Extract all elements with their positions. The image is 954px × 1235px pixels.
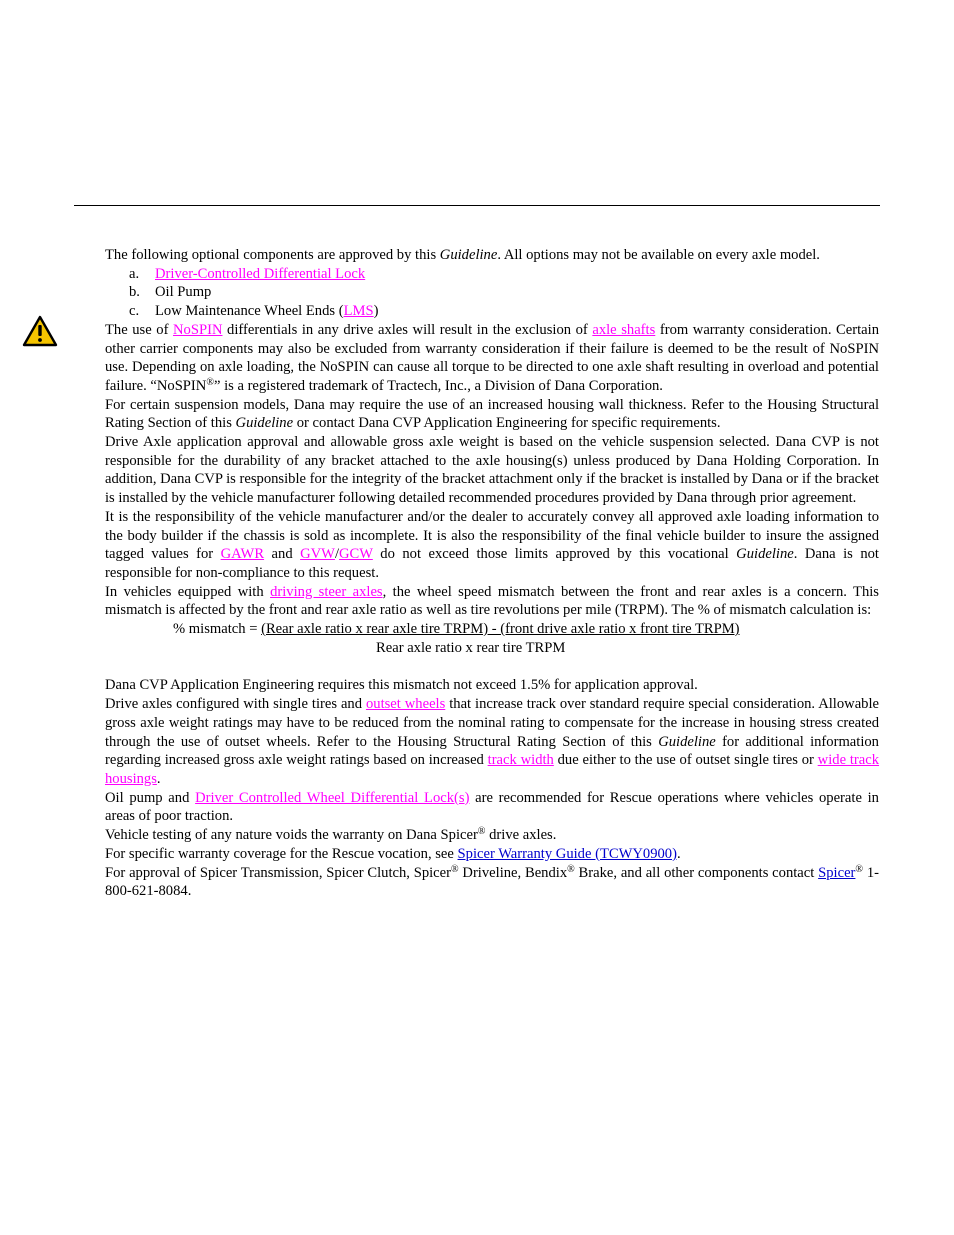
wheel-ends-tail: ) — [373, 303, 379, 320]
single-tires-text: that increase track over standard require special consideration. Allowable gross axle weight ratings may have to be reduced from the nominal rating to compensate for the increase in housing stress created through the use of outset wheels. Refer to the Housing Structural Rating Section of this — [105, 696, 880, 750]
mismatch-text: In vehicles equipped with — [105, 583, 271, 600]
driving-steer-axles-link[interactable]: driving steer axles — [270, 583, 383, 600]
oil-pump-text: are recommended for Rescue operations where vehicles operate in areas of poor traction. — [105, 789, 879, 825]
single-tires-text: . — [156, 770, 161, 787]
axle-shafts-link[interactable]: axle shafts — [592, 321, 656, 338]
suspension-italic: Guideline — [235, 415, 294, 432]
differential-lock-link[interactable]: Driver-Controlled Differential Lock — [155, 265, 366, 282]
warranty-paragraph — [105, 845, 879, 864]
formula-numerator: (Rear axle ratio x rear axle tire TRPM) - (front drive axle ratio x front tire TRPM) — [261, 621, 740, 638]
warranty-text: . — [676, 845, 681, 862]
list-letter: a. — [129, 265, 140, 282]
nospin-text: The use of — [105, 321, 174, 338]
contact-text: For approval of Spicer Transmission, Spicer Clutch, Spicer — [105, 864, 451, 881]
contact-text: Brake, and all other components contact — [574, 864, 819, 881]
gawr-link[interactable]: GAWR — [220, 546, 265, 563]
list-item — [105, 283, 879, 302]
testing-text: drive axles. — [485, 827, 557, 844]
registered-mark: ® — [451, 863, 459, 875]
lms-link[interactable]: LMS — [343, 303, 374, 320]
testing-text: Vehicle testing of any nature voids the warranty on Dana Spicer — [105, 827, 478, 844]
nospin-link[interactable]: NoSPIN — [173, 321, 223, 338]
nospin-text: from warranty consideration. Certain other carrier components may also be excluded from warranty consideration if their failure is deemed to be the result of NoSPIN use. Depending on axle loading, the NoSPIN can cause all torque to be directed to one axle shaft resulting in overload and potential failure. “NoSPIN — [105, 321, 880, 394]
single-tires-text: due either to the use of outset single tires or — [553, 752, 818, 769]
mismatch-formula — [105, 620, 879, 639]
responsibility-italic: Guideline — [736, 546, 794, 563]
single-tires-italic: Guideline — [658, 733, 716, 750]
approval-paragraph: Drive Axle application approval and allowable gross axle weight is based on the vehicle suspension selected. Dana CVP is not responsible for the durability of any bracket attached to the axle housing(s) unless produced by Dana Holding Corporation. In addition, Dana CVP is responsible for the integrity of the bracket attachment only if the bracket is installed by Dana or if the bracket is installed by the vehicle manufacturer following detailed recommended procedures provided by Dana through prior agreement. — [105, 434, 879, 507]
gvw-link[interactable]: GVW — [300, 546, 335, 563]
nospin-text: ” is a registered trademark of Tractech, Inc., a Division of Dana Corporation. — [213, 377, 663, 394]
list-item — [105, 265, 879, 284]
single-tires-text: Drive axles configured with single tires and — [105, 696, 366, 713]
intro-italic: Guideline — [439, 247, 498, 263]
responsibility-text: . Dana is not responsible for non-compliance to this request. — [105, 546, 879, 581]
oil-pump-text: Oil pump and — [105, 789, 196, 806]
header-rule — [74, 205, 880, 206]
wheel-ends-label: Low Maintenance Wheel Ends ( — [155, 303, 344, 320]
contact-text: Driveline, Bendix — [458, 864, 568, 881]
limit-paragraph: Dana CVP Application Engineering requires this mismatch not exceed 1.5% for application approval. — [105, 677, 698, 694]
registered-mark: ® — [477, 826, 486, 838]
warning-triangle-icon — [22, 315, 58, 347]
single-tires-paragraph — [105, 695, 879, 789]
testing-paragraph — [105, 826, 879, 845]
mismatch-paragraph — [105, 583, 879, 620]
intro-text-end: . All options may not be available on every axle model. — [497, 247, 820, 263]
oil-pump-label: Oil Pump — [155, 284, 212, 301]
contact-paragraph — [105, 864, 879, 901]
intro-text: The following optional components are approved by this — [105, 247, 440, 263]
contact-text: 1-800-621-8084. — [105, 864, 879, 900]
nospin-text: differentials in any drive axles will result in the exclusion of — [222, 321, 593, 338]
document-body — [105, 246, 879, 901]
list-item — [105, 302, 879, 321]
outset-wheels-link[interactable]: outset wheels — [365, 696, 446, 713]
formula-lhs: % mismatch = — [173, 621, 262, 638]
wide-track-housings-link[interactable]: wide track housings — [105, 752, 880, 787]
registered-mark: ® — [567, 863, 575, 875]
warranty-text: For specific warranty coverage for the Rescue vocation, see — [105, 845, 458, 862]
options-list — [105, 265, 879, 321]
registered-mark: ® — [206, 376, 214, 388]
spicer-link[interactable]: Spicer — [818, 864, 856, 881]
single-tires-text: for additional information regarding increased gross axle weight ratings based on increased — [105, 733, 879, 769]
responsibility-paragraph — [105, 508, 879, 583]
responsibility-text: and — [264, 546, 301, 563]
slash: / — [334, 546, 340, 563]
suspension-text: For certain suspension models, Dana may require the use of an increased housing wall thickness. Refer to the Housing Structural Rating Section of this — [105, 396, 879, 432]
oil-pump-paragraph — [105, 789, 879, 826]
registered-mark: ® — [855, 863, 864, 875]
intro-paragraph — [105, 246, 879, 265]
mismatch-text: , the wheel speed mismatch between the front and rear axles is a concern. This mismatch is affected by the front and rear axle ratio as well as tire revolutions per mile (TRPM). The % of mismatch calculation is: — [105, 583, 879, 619]
wheel-differential-lock-link[interactable]: Driver Controlled Wheel Differential Lock(s) — [195, 789, 470, 806]
list-letter: c. — [129, 303, 140, 320]
list-letter: b. — [129, 284, 140, 301]
warranty-guide-link[interactable]: Spicer Warranty Guide (TCWY0900) — [457, 845, 677, 862]
suspension-text: or contact Dana CVP Application Engineering for specific requirements. — [293, 415, 721, 432]
formula-denominator: Rear axle ratio x rear tire TRPM — [376, 639, 566, 656]
responsibility-text: It is the responsibility of the vehicle manufacturer and/or the dealer to accurately convey all approved axle loading information to the body builder if the chassis is sold as incomplete. It is also the responsibility of the final vehicle builder to insure the assigned tagged values for — [105, 508, 879, 563]
suspension-paragraph — [105, 396, 879, 433]
track-width-link[interactable]: track width — [487, 752, 554, 769]
gcw-link[interactable]: GCW — [339, 546, 373, 563]
nospin-paragraph — [105, 321, 879, 396]
responsibility-text: do not exceed those limits approved by this vocational — [372, 546, 737, 563]
spacer — [105, 657, 879, 676]
